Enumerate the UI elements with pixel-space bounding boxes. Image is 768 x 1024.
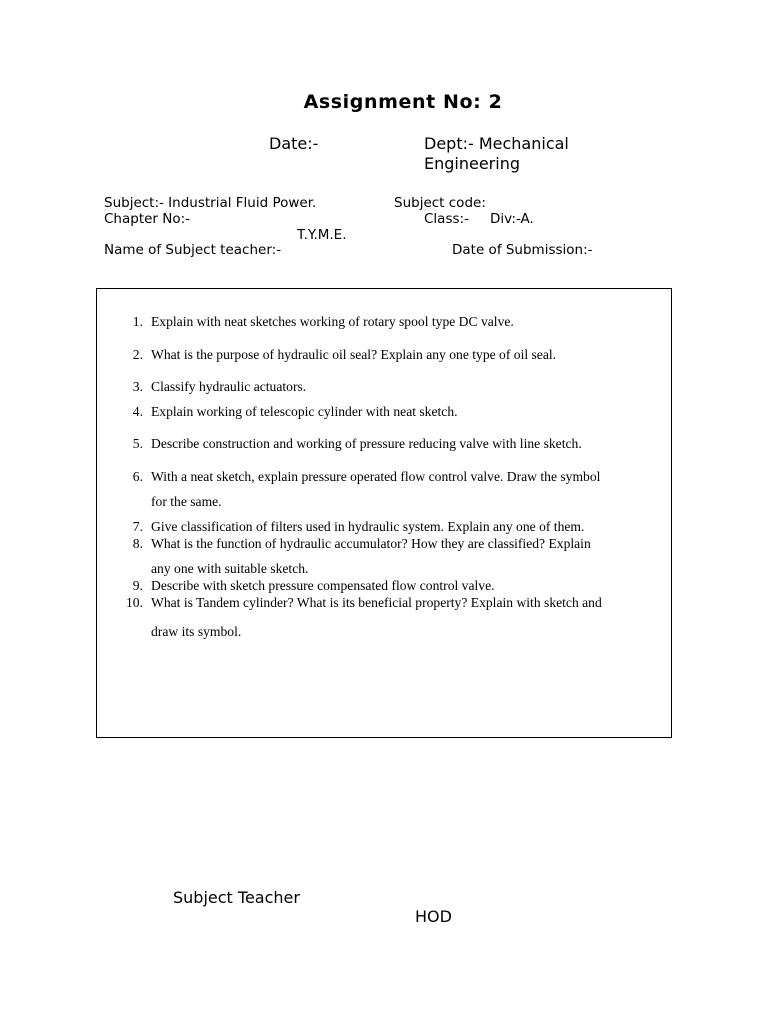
subject-code-field: Subject code: xyxy=(394,195,486,211)
subject-field: Subject:- Industrial Fluid Power. xyxy=(104,195,317,211)
submission-date-field: Date of Submission:- xyxy=(452,242,593,258)
question-text-continued: any one with suitable sketch. xyxy=(151,561,309,576)
question-number: 7. xyxy=(132,519,143,534)
question-number: 5. xyxy=(132,436,143,451)
div-field: Div:-A. xyxy=(490,211,534,227)
question-number: 1. xyxy=(132,314,143,329)
subject-teacher-signature-label: Subject Teacher xyxy=(173,888,300,907)
class-label: Class:- xyxy=(424,211,469,227)
question-text: Classify hydraulic actuators. xyxy=(151,379,307,394)
hod-signature-label: HOD xyxy=(415,907,452,926)
question-text: What is the purpose of hydraulic oil seal? Explain any one type of oil seal. xyxy=(151,347,557,362)
dept-label-line2: Engineering xyxy=(424,154,520,173)
question-text: With a neat sketch, explain pressure operated flow control valve. Draw the symbol xyxy=(151,469,601,484)
question-text: Describe with sketch pressure compensated flow control valve. xyxy=(151,578,495,593)
date-label: Date:- xyxy=(269,134,319,153)
class-value: T.Y.M.E. xyxy=(297,227,347,243)
question-number: 9. xyxy=(132,578,143,593)
assignment-title: Assignment No: 2 xyxy=(303,91,503,113)
question-text: Describe construction and working of pressure reducing valve with line sketch. xyxy=(151,436,582,451)
question-number: 6. xyxy=(132,469,143,484)
question-text-continued: draw its symbol. xyxy=(151,624,242,639)
chapter-field: Chapter No:- xyxy=(104,211,191,227)
question-number: 3. xyxy=(132,379,143,394)
question-text: What is the function of hydraulic accumulator? How they are classified? Explain xyxy=(151,536,591,551)
subject-teacher-field: Name of Subject teacher:- xyxy=(104,242,282,258)
question-text: Give classification of filters used in hydraulic system. Explain any one of them. xyxy=(151,519,585,534)
question-number: 10. xyxy=(126,595,143,610)
questions-box xyxy=(96,288,672,738)
question-text: What is Tandem cylinder? What is its beneficial property? Explain with sketch and xyxy=(151,595,602,610)
question-number: 8. xyxy=(132,536,143,551)
question-text: Explain with neat sketches working of rotary spool type DC valve. xyxy=(151,314,514,329)
question-text-continued: for the same. xyxy=(151,494,222,509)
question-number: 2. xyxy=(132,347,143,362)
question-text: Explain working of telescopic cylinder with neat sketch. xyxy=(151,404,458,419)
question-number: 4. xyxy=(132,404,143,419)
dept-label-line1: Dept:- Mechanical xyxy=(424,134,569,153)
